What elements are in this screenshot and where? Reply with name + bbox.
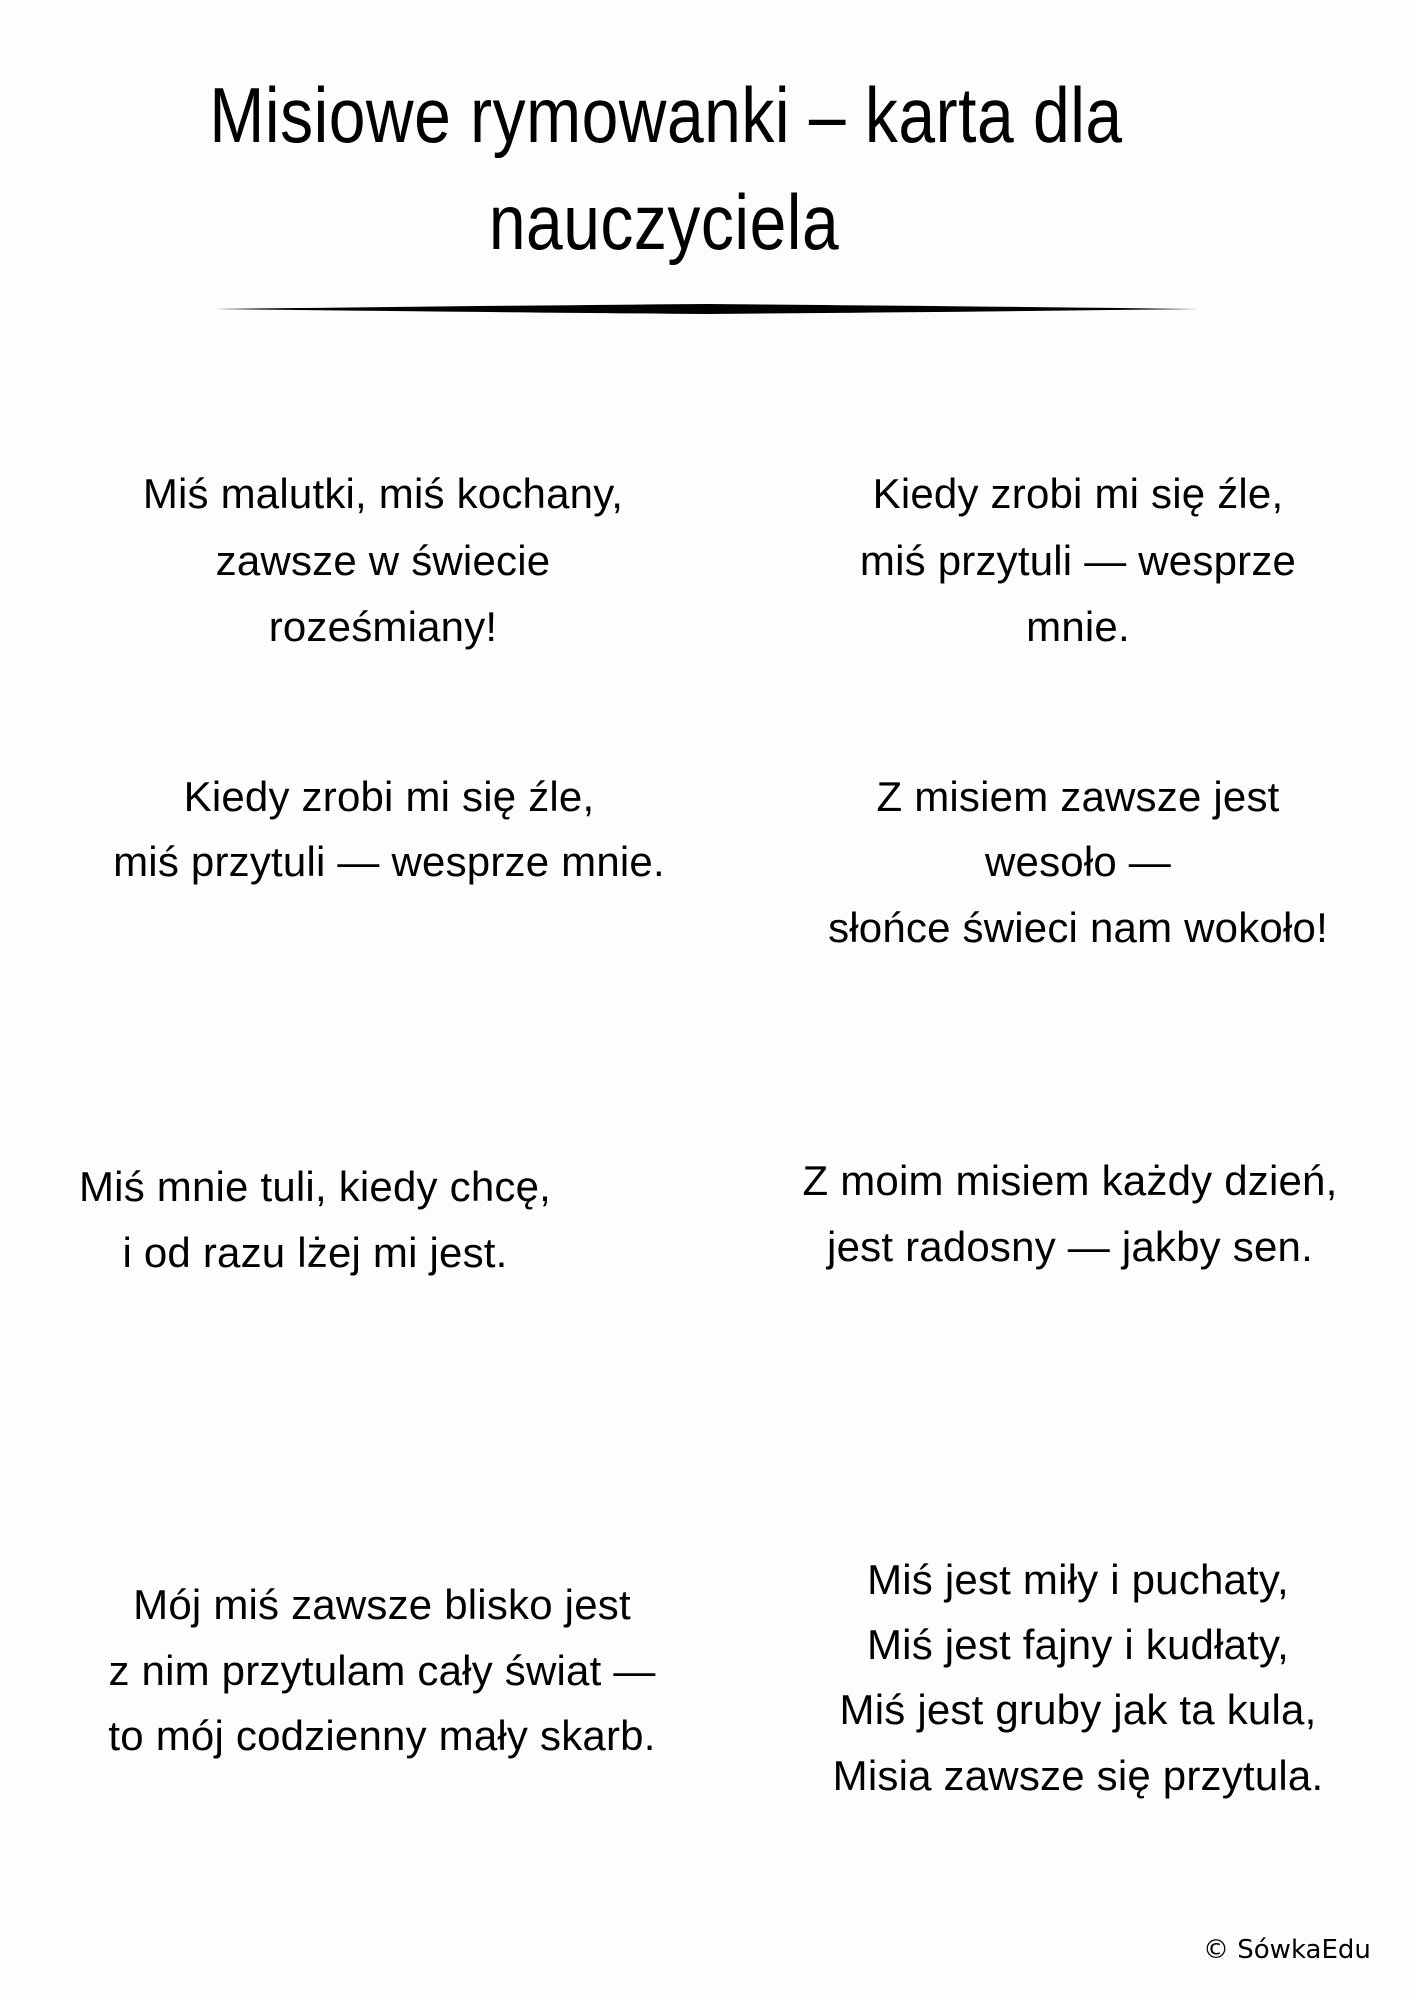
verse-line: Miś jest gruby jak ta kula, <box>839 1686 1317 1733</box>
verse-line: jest radosny — jakby sen. <box>827 1223 1313 1270</box>
verse-line: miś przytuli — wesprze mnie. <box>113 838 665 885</box>
verse-line: Miś jest fajny i kudłaty, <box>866 1621 1290 1668</box>
verse-line: Kiedy zrobi mi się źle, <box>183 773 595 820</box>
verse-line: Misia zawsze się przytula. <box>832 1752 1324 1799</box>
verse-line: mnie. <box>1026 603 1130 650</box>
title-divider <box>214 304 1199 314</box>
title-line-2: nauczyciela <box>488 178 840 266</box>
verse-line: Kiedy zrobi mi się źle, <box>872 470 1284 517</box>
verse-line: Mój miś zawsze blisko jest <box>133 1581 631 1628</box>
verse-line: zawsze w świecie <box>215 537 551 584</box>
verse-line: Miś mnie tuli, kiedy chcę, <box>78 1163 552 1210</box>
verse-line: roześmiany! <box>268 603 498 650</box>
verse-line: Z moim misiem każdy dzień, <box>802 1157 1338 1204</box>
copyright-footer: © SówkaEdu <box>1203 1935 1371 1965</box>
title-line-1: Misiowe rymowanki – karta dla <box>209 71 1123 159</box>
verse-line: Z misiem zawsze jest <box>876 773 1280 820</box>
verse-line: z nim przytulam cały świat — <box>108 1647 656 1694</box>
verse-line: to mój codzienny mały skarb. <box>108 1712 656 1759</box>
verse-line: Miś jest miły i puchaty, <box>867 1556 1289 1603</box>
verse-line: i od razu lżej mi jest. <box>122 1229 508 1276</box>
verse-line: Miś malutki, miś kochany, <box>142 470 624 517</box>
verse-line: słońce świeci nam wokoło! <box>828 904 1328 951</box>
verse-line: wesoło — <box>984 838 1171 885</box>
verse-line: miś przytuli — wesprze <box>859 537 1297 584</box>
